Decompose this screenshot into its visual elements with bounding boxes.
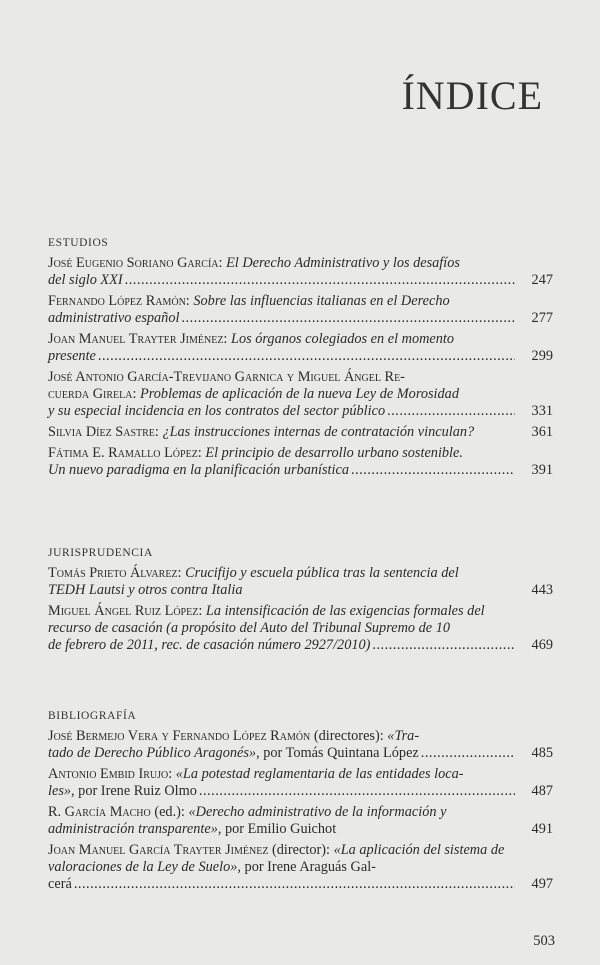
entry-title-cont: del siglo XXI <box>48 272 123 288</box>
page-number: 299 <box>531 348 553 364</box>
entry-title-cont: de febrero de 2011, rec. de casación número 2927/2010) <box>48 637 371 653</box>
section-bibliografia <box>48 710 553 897</box>
entry-title: Los órganos colegiados en el momento <box>231 331 455 347</box>
entry-author: Tomás Prieto Álvarez: <box>48 565 182 581</box>
entry-title: El principio de desarrollo urbano sostenible. <box>205 445 463 461</box>
folio-page-number: 503 <box>533 933 555 949</box>
entry-author-cont: cuerda Girela: <box>48 386 137 402</box>
entry-author: José Bermejo Vera y Fernando López Ramón <box>48 728 311 744</box>
entry-author: Joan Manuel Trayter Jiménez: <box>48 331 228 347</box>
entry-role: (ed.): <box>150 804 185 820</box>
entry-title-cont: administración transparente» <box>48 821 218 837</box>
entry-title: Sobre las influencias italianas en el Derecho <box>193 293 450 309</box>
page-number: 497 <box>531 876 553 892</box>
list-item <box>48 255 553 289</box>
list-item <box>48 331 553 365</box>
entry-title-cont: tado de Derecho Público Aragonés» <box>48 745 257 761</box>
entry-title-cont: presente <box>48 348 96 364</box>
section-heading: JURISPRUDENCIA <box>48 547 153 559</box>
entry-title: Crucifijo y escuela pública tras la sentencia del <box>185 565 459 581</box>
entry-title: El Derecho Administrativo y los desafíos <box>226 255 460 271</box>
page-number: 247 <box>531 272 553 288</box>
entry-author: Miguel Ángel Ruiz López: <box>48 603 203 619</box>
entry-title: «Derecho administrativo de la información y <box>188 804 447 820</box>
list-item <box>48 603 553 654</box>
page-number: 361 <box>531 424 553 440</box>
entry-title-cont: TEDH Lautsi y otros contra Italia <box>48 582 243 598</box>
entry-title-cont: del sistema de valoraciones de la Ley de Suelo» <box>48 842 505 875</box>
entry-reviewer: , por Emilio Guichot <box>217 821 337 837</box>
list-item <box>48 445 553 479</box>
entry-author: Silvia Díez Sastre: <box>48 424 159 440</box>
page-number: 469 <box>531 637 553 653</box>
entry-author: Fátima E. Ramallo López: <box>48 445 202 461</box>
section-heading: BIBLIOGRAFÍA <box>48 710 137 722</box>
entry-reviewer: , por Irene Ruiz Olmo <box>71 783 197 799</box>
list-item <box>48 842 553 893</box>
entry-title: La intensificación de las exigencias formales <box>205 603 464 619</box>
entry-author: José Eugenio Soriano García: <box>48 255 223 271</box>
page-title: ÍNDICE <box>401 73 543 118</box>
page-number: 443 <box>531 582 553 598</box>
list-item <box>48 766 553 800</box>
entry-role: (directores): <box>310 728 384 744</box>
entry-title: «La aplicación <box>333 842 420 858</box>
entry-author: José Antonio García-Trevijano Garnica y Miguel Ángel Re- <box>48 369 405 385</box>
section-heading: ESTUDIOS <box>48 237 109 249</box>
entry-title-cont: Un nuevo paradigma en la planificación urbanística <box>48 462 349 478</box>
page-number: 391 <box>531 462 553 478</box>
entry-title-cont: administrativo español <box>48 310 180 326</box>
list-item <box>48 369 553 420</box>
entry-title: ¿Las instrucciones internas de contratación vinculan? <box>162 424 475 440</box>
entry-author: Fernando López Ramón: <box>48 293 190 309</box>
entry-title-cont: les» <box>48 783 72 799</box>
section-jurisprudencia <box>48 547 553 658</box>
list-item <box>48 293 553 327</box>
entry-title-cont: y su especial incidencia en los contratos del sector público <box>48 403 386 419</box>
page-number: 331 <box>531 403 553 419</box>
entry-reviewer: , por Irene Araguás Gal- <box>237 859 376 875</box>
entry-author: R. García Macho <box>48 804 151 820</box>
list-item <box>48 424 553 441</box>
entry-reviewer-cont: cerá <box>48 876 72 892</box>
entry-author: Antonio Embid Irujo: <box>48 766 173 782</box>
section-estudios <box>48 237 553 483</box>
list-item <box>48 565 553 599</box>
entry-reviewer: , por Tomás Quintana López <box>256 745 419 761</box>
entry-title-cont: del recurso de casación (a propósito del Auto del Tribunal Supremo de 10 <box>48 603 485 636</box>
page-number: 277 <box>531 310 553 326</box>
list-item <box>48 728 553 762</box>
entry-title: «La potestad reglamentaria de las entidades loca- <box>175 766 464 782</box>
page-number: 491 <box>531 821 553 837</box>
page-number: 485 <box>531 745 553 761</box>
entry-title: Problemas de aplicación de la nueva Ley de Morosidad <box>140 386 459 402</box>
entry-author: Joan Manuel García Trayter Jiménez <box>48 842 269 858</box>
list-item <box>48 804 553 838</box>
page-number: 487 <box>531 783 553 799</box>
entry-title: «Tra- <box>387 728 420 744</box>
entry-role: (director): <box>268 842 330 858</box>
